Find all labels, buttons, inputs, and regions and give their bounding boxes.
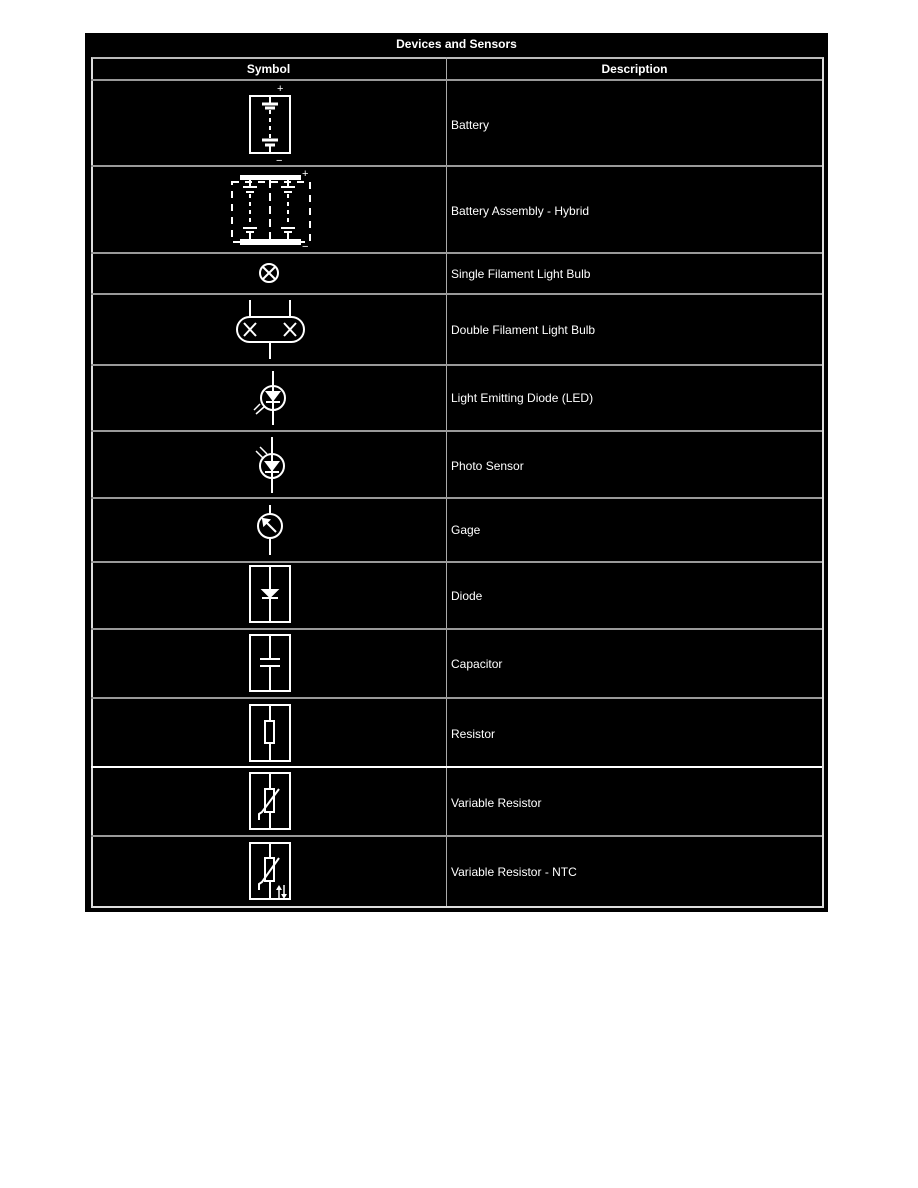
row-description: Gage: [451, 523, 481, 537]
row-description: Double Filament Light Bulb: [451, 323, 596, 337]
row-description: Battery: [451, 118, 490, 132]
row-description: Diode: [451, 589, 483, 603]
negative-sign: −: [302, 241, 309, 253]
double-filament-bulb-icon: [237, 300, 304, 359]
single-filament-bulb-icon: [260, 264, 278, 282]
row-description: Resistor: [451, 727, 496, 741]
capacitor-icon: [250, 635, 290, 691]
led-icon: [254, 371, 285, 425]
row-description: Light Emitting Diode (LED): [451, 391, 594, 405]
row-description: Battery Assembly - Hybrid: [451, 204, 590, 218]
resistor-icon: [250, 705, 290, 761]
positive-sign: +: [277, 83, 284, 95]
battery-icon: [250, 83, 290, 167]
variable-resistor-ntc-icon: [250, 843, 290, 899]
negative-sign: −: [276, 155, 283, 167]
column-header-symbol: Symbol: [246, 62, 291, 76]
photo-sensor-icon: [256, 437, 284, 493]
row-description: Single Filament Light Bulb: [451, 267, 591, 281]
row-description: Capacitor: [451, 657, 503, 671]
battery-assembly-icon: [232, 168, 310, 253]
row-description: Photo Sensor: [451, 459, 524, 473]
row-description: Variable Resistor - NTC: [451, 865, 577, 879]
gage-icon: [258, 505, 282, 555]
variable-resistor-icon: [250, 773, 290, 829]
diode-icon: [250, 566, 290, 622]
row-description: Variable Resistor: [451, 796, 542, 810]
column-header-description: Description: [601, 62, 668, 76]
positive-sign: +: [302, 168, 309, 180]
table-title: Devices and Sensors: [396, 37, 517, 51]
